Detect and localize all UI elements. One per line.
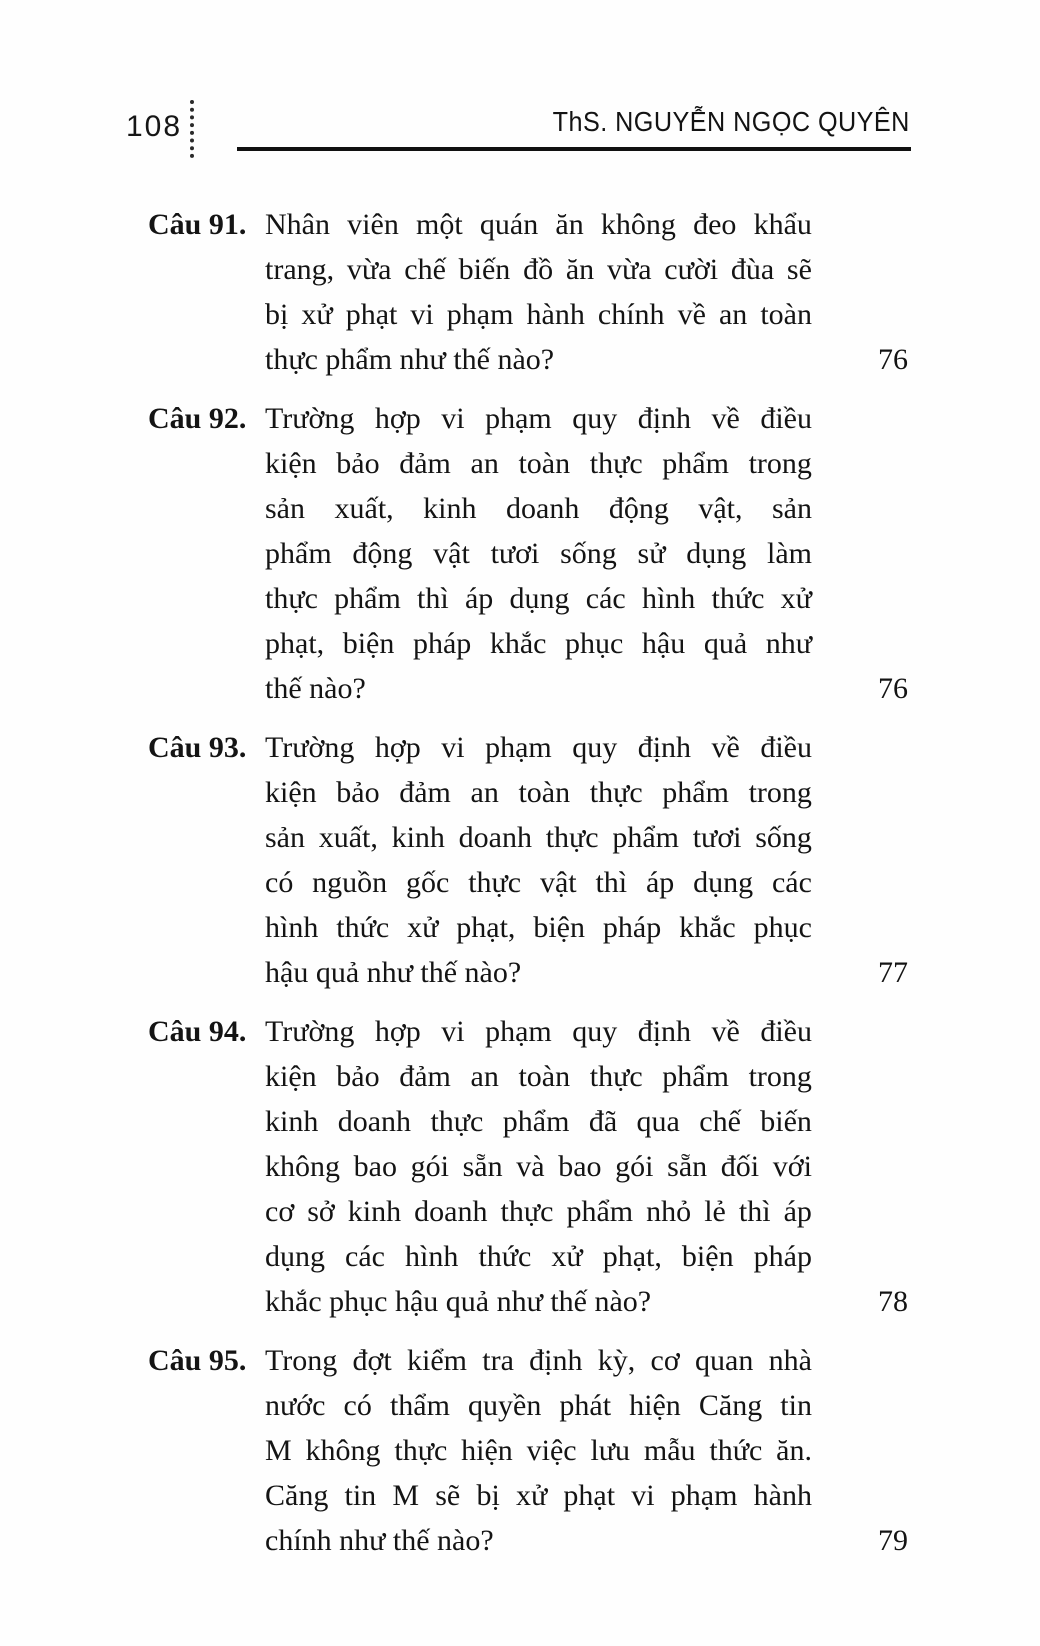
entry-text-line: kiện bảo đảm an toàn thực phẩm trong	[265, 1060, 812, 1093]
toc-entry	[148, 396, 908, 711]
entry-text-line: nước có thẩm quyền phát hiện Căng tin	[265, 1389, 812, 1422]
entry-text-line: có nguồn gốc thực vật thì áp dụng các	[265, 866, 812, 899]
entry-text	[265, 725, 812, 995]
entry-text-line: Trường hợp vi phạm quy định về điều	[265, 731, 812, 764]
entry-text-line: thực phẩm như thế nào?	[265, 343, 555, 376]
toc-entry	[148, 725, 908, 995]
toc-entry	[148, 1009, 908, 1324]
entry-text-line: M không thực hiện việc lưu mẫu thức ăn.	[265, 1434, 812, 1467]
entry-text-line: Trường hợp vi phạm quy định về điều	[265, 402, 812, 435]
entry-label: Câu 93.	[148, 731, 247, 764]
entry-text-line: Trong đợt kiểm tra định kỳ, cơ quan nhà	[265, 1344, 812, 1377]
entry-text-line: kiện bảo đảm an toàn thực phẩm trong	[265, 447, 812, 480]
entry-text-line: cơ sở kinh doanh thực phẩm nhỏ lẻ thì áp	[265, 1195, 812, 1228]
entry-text-line: hình thức xử phạt, biện pháp khắc phục	[265, 911, 812, 944]
entry-text-line: Căng tin M sẽ bị xử phạt vi phạm hành	[265, 1479, 812, 1512]
entry-text-line: khắc phục hậu quả như thế nào?	[265, 1285, 652, 1318]
entry-text-line: Trường hợp vi phạm quy định về điều	[265, 1015, 812, 1048]
entry-page-number: 76	[878, 343, 908, 376]
entry-text-line: kinh doanh thực phẩm đã qua chế biến	[265, 1105, 812, 1138]
page-number: 108	[126, 110, 183, 143]
entry-text-line: chính như thế nào?	[265, 1524, 494, 1557]
entry-text-line: phạt, biện pháp khắc phục hậu quả như	[265, 627, 812, 660]
entry-text	[265, 1009, 812, 1324]
entry-text-line: dụng các hình thức xử phạt, biện pháp	[265, 1240, 812, 1273]
entry-text-line: sản xuất, kinh doanh động vật, sản	[265, 492, 812, 525]
entry-page-number: 78	[878, 1285, 908, 1318]
entry-text-line: sản xuất, kinh doanh thực phẩm tươi sống	[265, 821, 812, 854]
toc-entry	[148, 1338, 908, 1563]
entry-label: Câu 95.	[148, 1344, 247, 1377]
entry-text	[265, 396, 812, 711]
entry-page-number: 79	[878, 1524, 908, 1557]
toc-list	[148, 202, 908, 1577]
entry-text-line: thế nào?	[265, 672, 366, 705]
entry-page-number: 77	[878, 956, 908, 989]
entry-text-line: không bao gói sẵn và bao gói sẵn đối với	[265, 1150, 812, 1183]
entry-text-line: phẩm động vật tươi sống sử dụng làm	[265, 537, 812, 570]
vertical-dotted-divider	[190, 100, 194, 158]
entry-text-line: Nhân viên một quán ăn không đeo khẩu	[265, 208, 812, 241]
entry-text-line: kiện bảo đảm an toàn thực phẩm trong	[265, 776, 812, 809]
entry-text-line: hậu quả như thế nào?	[265, 956, 522, 989]
toc-entry	[148, 202, 908, 382]
entry-label: Câu 92.	[148, 402, 247, 435]
running-title-author: ThS. NGUYỄN NGỌC QUYÊN	[552, 106, 910, 137]
entry-text	[265, 202, 812, 382]
entry-text-line: trang, vừa chế biến đồ ăn vừa cười đùa sẽ	[265, 253, 812, 286]
entry-page-number: 76	[878, 672, 908, 705]
header-rule	[237, 147, 911, 151]
entry-text	[265, 1338, 812, 1563]
entry-label: Câu 91.	[148, 208, 247, 241]
entry-text-line: thực phẩm thì áp dụng các hình thức xử	[265, 582, 812, 615]
entry-label: Câu 94.	[148, 1015, 247, 1048]
entry-text-line: bị xử phạt vi phạm hành chính về an toàn	[265, 298, 812, 331]
